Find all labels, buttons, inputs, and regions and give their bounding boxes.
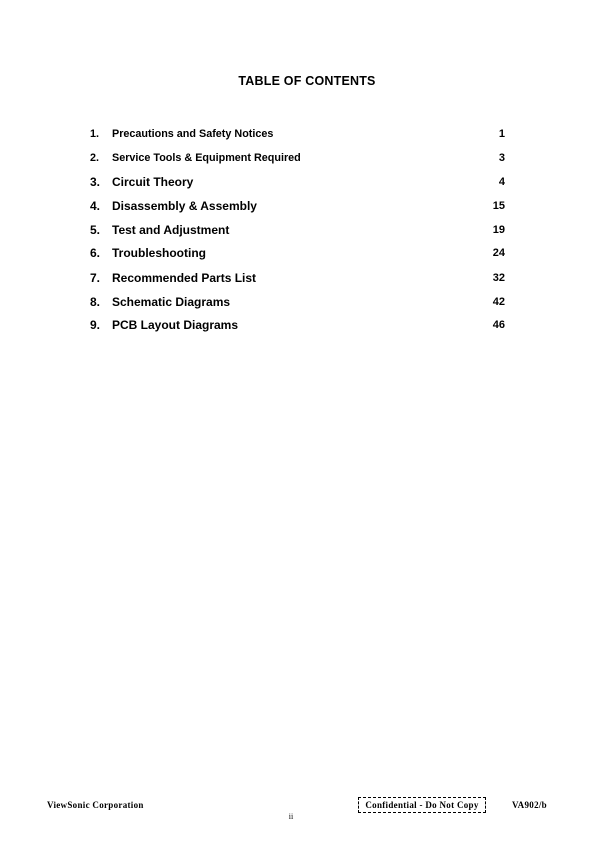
toc-entry-page: 32 <box>492 272 505 284</box>
toc-entry-title: Service Tools & Equipment Required <box>112 152 301 164</box>
toc-entry-title: Recommended Parts List <box>112 271 257 285</box>
toc-entry[interactable] <box>90 174 505 190</box>
toc-entry-number: 2. <box>90 152 100 164</box>
toc-entry-number: 1. <box>90 128 100 140</box>
toc-entry[interactable] <box>90 245 505 261</box>
toc-entry-page: 19 <box>492 224 505 236</box>
toc-entry-title: Schematic Diagrams <box>112 295 231 309</box>
footer-confidential-notice: Confidential - Do Not Copy <box>358 797 486 813</box>
toc-entry-title: PCB Layout Diagrams <box>112 318 239 332</box>
page-title: TABLE OF CONTENTS <box>238 74 376 88</box>
toc-entry-title: Test and Adjustment <box>112 223 230 237</box>
toc-entry-number: 5. <box>90 223 101 237</box>
toc-entry[interactable] <box>90 150 505 166</box>
toc-entry-page: 4 <box>498 176 505 188</box>
footer-model: VA902/b <box>512 800 547 810</box>
toc-entry-page: 24 <box>492 247 505 259</box>
toc-entry-title: Precautions and Safety Notices <box>112 128 274 140</box>
toc-entry[interactable] <box>90 270 505 286</box>
toc-entry-number: 4. <box>90 199 101 213</box>
toc-entry-page: 42 <box>492 296 505 308</box>
toc-entry[interactable] <box>90 317 505 333</box>
toc-entry-number: 6. <box>90 246 101 260</box>
toc-entry-number: 7. <box>90 271 101 285</box>
page-number: ii <box>288 812 294 821</box>
toc-entry-number: 8. <box>90 295 101 309</box>
toc-entry-title: Circuit Theory <box>112 175 194 189</box>
toc-entry[interactable] <box>90 222 505 238</box>
toc-entry-title: Troubleshooting <box>112 246 206 260</box>
toc-entry-page: 46 <box>492 319 505 331</box>
toc-entry-page: 1 <box>498 128 505 140</box>
toc-entry-number: 3. <box>90 175 101 189</box>
footer-company: ViewSonic Corporation <box>47 800 144 810</box>
toc-entry-page: 15 <box>492 200 505 212</box>
toc-entry-title: Disassembly & Assembly <box>112 199 257 213</box>
toc-entry[interactable] <box>90 294 505 310</box>
toc-entry-page: 3 <box>498 152 505 164</box>
toc-entry-number: 9. <box>90 318 101 332</box>
toc-entry[interactable] <box>90 126 505 142</box>
toc-entry[interactable] <box>90 198 505 214</box>
